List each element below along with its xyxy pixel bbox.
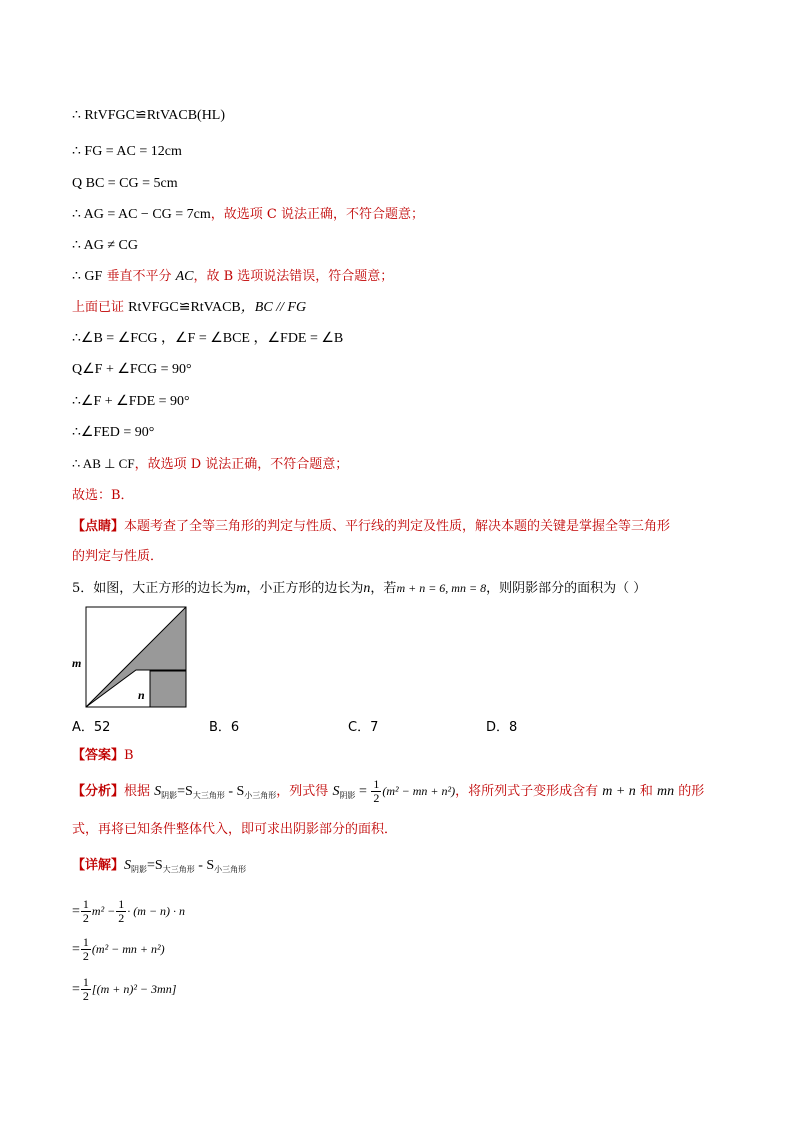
proof-line-2: ∴ FG = AC = 12cm xyxy=(72,144,182,159)
proof-line-12: ∴ AB ⊥ CF，故选项 D 说法正确，不符合题意； xyxy=(72,456,349,472)
analysis-line-1: 【分析】根据 $S_{阴影}=S_{大三角形} - S_{小三角形}$，列式得 $S_{阴影}$ = $\frac{1}{2}$ (m² − mn + n²)，将所列式子变形成含有 m + n 和 mn 的形 xyxy=(72,777,705,805)
choice-a[interactable]: A．52 xyxy=(72,720,111,735)
proof-line-9: Q∠F + ∠FCG = 90° xyxy=(72,362,192,377)
proof-line-7: 上面已证 RtVFGC≌RtVACB，BC // FG xyxy=(72,300,307,315)
proof-line-5: ∴ AG ≠ CG xyxy=(72,238,138,253)
answer-line: 【答案】B xyxy=(72,748,134,763)
proof-line-11: ∴∠FED = 90° xyxy=(72,425,155,440)
proof-line-14: 【点睛】本题考查了全等三角形的判定与性质、平行线的判定及性质，解决本题的关键是掌握全等三角形 xyxy=(72,519,671,534)
choice-b[interactable]: B．6 xyxy=(209,720,240,735)
proof-line-13: 故选：B． xyxy=(72,488,134,503)
proof-line-8: ∴∠B = ∠FCG ，∠F = ∠BCE ，∠FDE = ∠B xyxy=(72,331,344,346)
detail-line-4: = $\frac{1}{2}$ [(m + n)² − 3mn] xyxy=(72,975,177,1003)
proof-line-10: ∴∠F + ∠FDE = 90° xyxy=(72,394,190,409)
choice-d[interactable]: D．8 xyxy=(486,720,518,735)
detail-line-1: 【详解】$S_{阴影}=S_{大三角形} - S_{小三角形}$ xyxy=(72,858,247,874)
proof-line-3: Q BC = CG = 5cm xyxy=(72,176,178,191)
choice-c[interactable]: C．7 xyxy=(348,720,379,735)
detail-line-2: = $\frac{1}{2}$ m² − $\frac{1}{2}$ · (m − n) · n xyxy=(72,897,186,925)
question-5: 5．如图，大正方形的边长为m，小正方形的边长为n，若m + n = 6, mn = 8，则阴影部分的面积为（ ） xyxy=(72,581,647,596)
proof-line-1: ∴ RtVFGC≌RtVACB(HL) xyxy=(72,108,226,123)
proof-line-6: ∴ GF 垂直不平分 AC，故 B 选项说法错误，符合题意； xyxy=(72,269,394,284)
label-n: n xyxy=(138,688,145,702)
square-figure xyxy=(66,604,190,710)
analysis-line-2: 式，再将已知条件整体代入，即可求出阴影部分的面积． xyxy=(72,822,398,837)
proof-line-15: 的判定与性质． xyxy=(72,549,164,564)
detail-line-3: = $\frac{1}{2}$ (m² − mn + n²) xyxy=(72,935,165,963)
label-m: m xyxy=(72,656,82,670)
proof-line-4: ∴ AG = AC − CG = 7cm，故选项 C 说法正确，不符合题意； xyxy=(72,207,424,222)
small-square xyxy=(150,671,186,707)
